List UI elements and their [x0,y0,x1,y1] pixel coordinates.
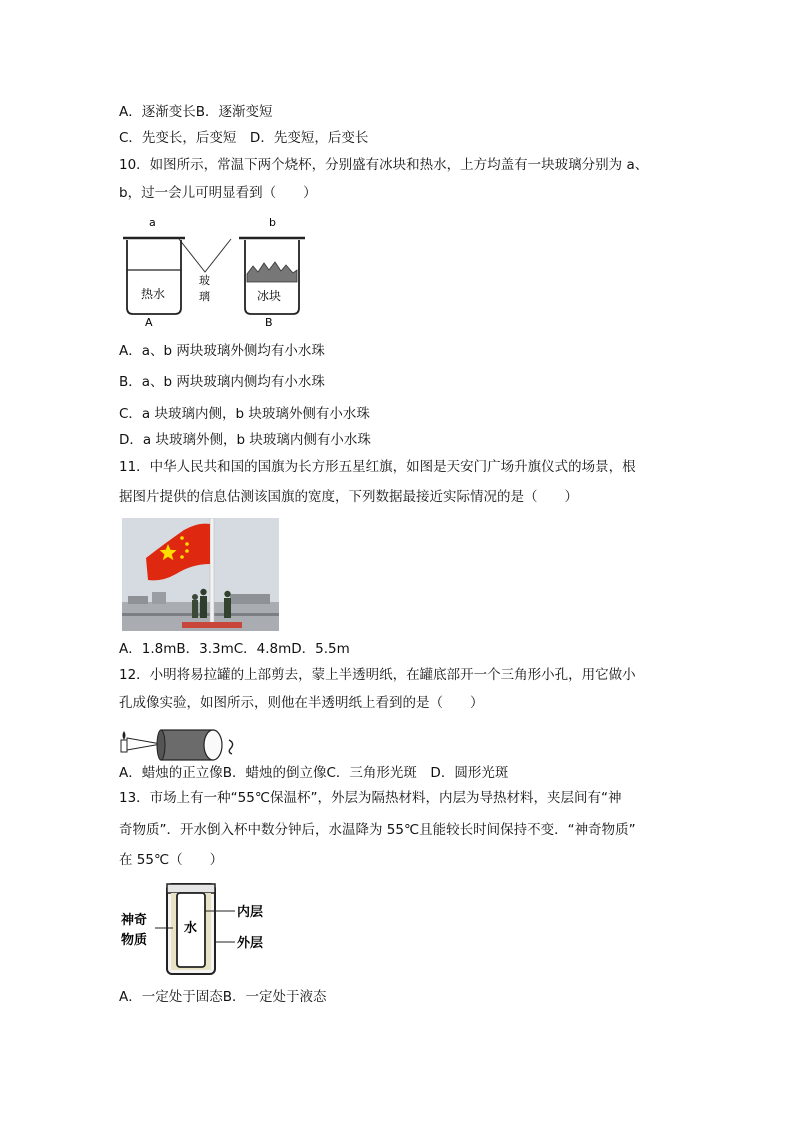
red-platform [182,622,242,628]
water-label: 水 [184,921,198,936]
small-star-4 [180,555,184,559]
glass-pointer [179,239,231,272]
small-star-3 [185,549,189,553]
q12-options: A．蜡烛的正立像B．蜡烛的倒立像C．三角形光斑 D．圆形光斑 [119,765,509,781]
outer-layer-label: 外层 [237,936,264,951]
label-a: a [149,216,156,229]
candle-flame [123,731,126,740]
q13-stem-line2: 奇物质”．开水倒入杯中数分钟后，水温降为 55℃且能较长时间保持不变．“神奇物质” [119,822,636,838]
beakers-figure [119,212,311,330]
small-star-2 [185,542,189,546]
q10-stem-line1: 10．如图所示，常温下两个烧杯，分别盛有冰块和热水，上方均盖有一块玻璃分别为 a、 [119,157,649,173]
q13-options: A．一定处于固态B．一定处于液态 [119,989,327,1005]
q10-stem-line2: b，过一会儿可明显看到（ ） [119,185,317,201]
q13-stem-line1: 13．市场上有一种“55℃保温杯”，外层为隔热材料，内层为导热材料，夹层间有“神 [119,790,622,806]
q12-stem-line1: 12．小明将易拉罐的上部剪去，蒙上半透明纸，在罐底部开一个三角形小孔，用它做小 [119,667,636,683]
eye-symbol [229,740,233,754]
cup-rim [167,884,215,893]
flagpole [210,518,214,626]
guard-2-head [200,589,206,595]
glass-label-2: 璃 [199,290,210,303]
q10-option-d: D．a 块玻璃外侧，b 块玻璃内侧有小水珠 [119,432,371,448]
ice-label: 冰块 [257,289,282,303]
ice-cubes [247,262,297,282]
beaker-a [127,240,181,314]
guard-1-head [192,594,198,600]
glass-label-1: 玻 [199,274,210,287]
inner-layer-label: 内层 [237,905,264,920]
q12-stem-line2: 孔成像实验，如图所示，则他在半透明纸上看到的是（ ） [119,695,484,711]
label-A: A [145,316,153,329]
flag-raising-photo [122,518,279,631]
guard-2 [200,596,207,618]
small-star-1 [180,536,184,540]
thermos-cup-figure [119,878,279,978]
label-B: B [265,316,273,329]
q10-option-c: C．a 块玻璃内侧，b 块玻璃外侧有小水珠 [119,406,370,422]
magic-label-1: 神奇 [121,913,148,928]
label-b: b [269,216,276,229]
candle [121,740,127,752]
q11-options: A．1.8mB．3.3mC．4.8mD．5.5m [119,641,350,657]
magic-label-2: 物质 [121,933,148,948]
q9-option-ab: A．逐渐变长B．逐渐变短 [119,104,273,120]
translucent-paper [204,730,222,760]
hot-water-label: 热水 [141,287,166,301]
q11-stem-line1: 11．中华人民共和国的国旗为长方形五星红旗，如图是天安门广场升旗仪式的场景，根 [119,459,636,475]
pinhole-camera-figure [119,724,241,764]
q11-stem-line2: 据图片提供的信息估测该国旗的宽度，下列数据最接近实际情况的是（ ） [119,489,578,505]
can-bottom [157,730,165,760]
q10-option-b: B．a、b 两块玻璃内侧均有小水珠 [119,374,325,390]
q10-option-a: A．a、b 两块玻璃外侧均有小水珠 [119,343,325,359]
guard-1 [192,600,198,618]
building-2 [152,592,166,604]
building-1 [128,596,148,604]
guard-3-head [224,591,230,597]
guard-3 [224,598,231,618]
building-3 [230,594,270,604]
light-rays [127,738,161,750]
q9-option-cd: C．先变长，后变短 D．先变短，后变长 [119,130,369,146]
q13-stem-line3: 在 55℃（ ） [119,852,224,868]
